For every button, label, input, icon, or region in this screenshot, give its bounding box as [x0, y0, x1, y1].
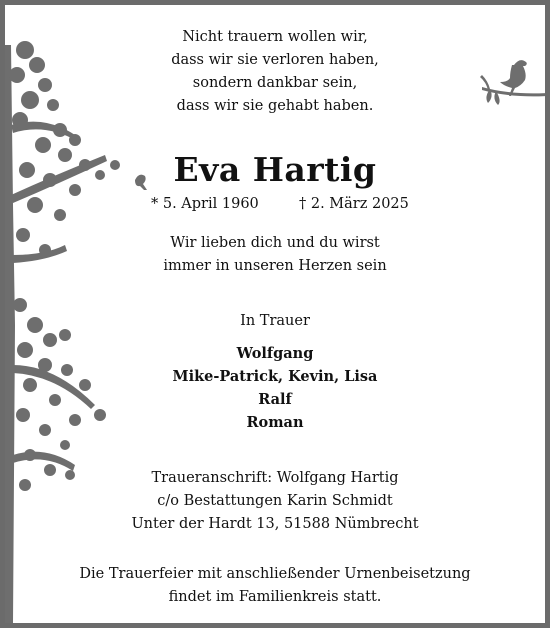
deceased-name: Eva Hartig — [173, 150, 377, 189]
mourner: Ralf — [258, 391, 292, 408]
poem-line: dass wir sie gehabt haben. — [176, 98, 374, 114]
address-line: c/o Bestattungen Karin Schmidt — [157, 493, 393, 509]
funeral-note-line: findet im Familienkreis statt. — [168, 589, 382, 605]
funeral-note-line: Die Trauerfeier mit anschließender Urnenbeisetzung — [79, 566, 471, 582]
mourner: Mike-Patrick, Kevin, Lisa — [172, 368, 378, 385]
mourning-label: In Trauer — [240, 313, 310, 329]
message-line: Wir lieben dich und du wirst — [170, 235, 380, 251]
mourner: Wolfgang — [236, 345, 314, 362]
poem-line: sondern dankbar sein, — [192, 75, 358, 91]
message-line: immer in unseren Herzen sein — [163, 258, 387, 274]
poem-line: dass wir sie verloren haben, — [171, 52, 379, 68]
address-line: Unter der Hardt 13, 51588 Nümbrecht — [131, 516, 419, 532]
poem-line: Nicht trauern wollen wir, — [182, 29, 368, 45]
death-date: † 2. März 2025 — [299, 196, 409, 212]
address-line: Traueranschrift: Wolfgang Hartig — [151, 470, 399, 486]
obituary-card — [5, 5, 545, 623]
birth-date: * 5. April 1960 — [151, 196, 259, 212]
mourner: Roman — [246, 414, 304, 431]
